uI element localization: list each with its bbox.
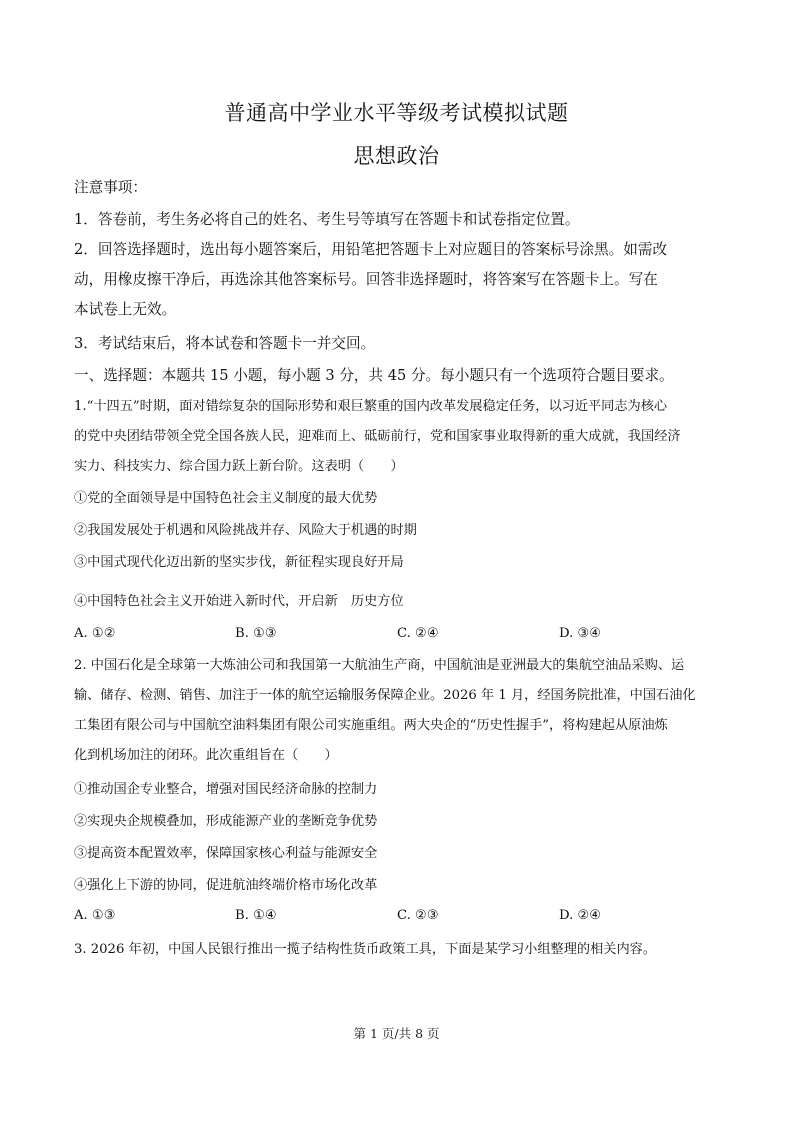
q1-stem-line: 的党中央团结带领全党全国各族人民，迎难而上、砥砺前行，党和国家事业取得新的重大成就，我国经济: [74, 429, 681, 444]
q2-item: ③提高资本配置效率，保障国家核心利益与能源安全: [74, 846, 378, 861]
q1-item: ②我国发展处于机遇和风险挑战并存、风险大于机遇的时期: [74, 523, 417, 538]
q1-item: ③中国式现代化迈出新的坚实步伐，新征程实现良好开局: [74, 555, 404, 570]
q1-stem-line: 实力、科技实力、综合国力跃上新台阶。这表明（ ）: [74, 459, 404, 474]
q1-item: ④中国特色社会主义开始进入新时代，开启新 历史方位: [74, 594, 404, 609]
q2-stem-line: 2. 中国石化是全球第一大炼油公司和我国第一大航油生产商，中国航油是亚洲最大的集航空油品采购、运: [74, 658, 685, 673]
notice-line: 2．回答选择题时，选出每小题答案后，用铅笔把答题卡上对应题目的答案标号涂黑。如需改: [74, 241, 668, 258]
subject-title: 思想政治: [353, 144, 440, 168]
q2-item: ④强化上下游的协同，促进航油终端价格市场化改革: [74, 878, 378, 893]
notice-line: 1．答卷前，考生务必将自己的姓名、考生号等填写在答题卡和试卷指定位置。: [74, 211, 580, 228]
page-number: 第 1 页/共 8 页: [353, 1026, 440, 1041]
q2-option-d: D. ②④: [559, 908, 602, 923]
q2-stem-line: 化到机场加注的闭环。此次重组旨在（ ）: [74, 748, 338, 763]
q2-option-b: B. ①④: [235, 908, 277, 923]
notice-line: 动，用橡皮擦干净后，再选涂其他答案标号。回答非选择题时，将答案写在答题卡上。写在: [74, 271, 658, 288]
q2-item: ②实现央企规模叠加，形成能源产业的垄断竞争优势: [74, 814, 378, 829]
notice-heading: 注意事项：: [74, 179, 147, 196]
q2-stem-line: 输、储存、检测、销售、加注于一体的航空运输服务保障企业。2026 年 1 月，经国务院批准，中国石油化: [74, 688, 696, 703]
notice-line: 本试卷上无效。: [74, 301, 177, 318]
q1-option-a: A. ①②: [74, 626, 116, 641]
q2-stem-line: 工集团有限公司与中国航空油料集团有限公司实施重组。两大央企的“历史性握手”，将构建起从原油炼: [74, 718, 668, 733]
q1-stem-line: 1.“十四五”时期，面对错综复杂的国际形势和艰巨繁重的国内改革发展稳定任务，以习近平同志为核心: [74, 399, 668, 414]
q1-option-d: D. ③④: [559, 626, 602, 641]
q2-option-c: C. ②③: [397, 908, 439, 923]
exam-title: 普通高中学业水平等级考试模拟试题: [224, 101, 569, 125]
q2-option-a: A. ①③: [74, 908, 116, 923]
section-heading: 一、选择题：本题共 15 小题，每小题 3 分，共 45 分。每小题只有一个选项符合题目要求。: [74, 367, 674, 384]
q3-stem-line: 3. 2026 年初，中国人民银行推出一揽子结构性货币政策工具，下面是某学习小组整理的相关内容。: [74, 942, 657, 957]
q1-option-b: B. ①③: [235, 626, 277, 641]
notice-line: 3．考试结束后，将本试卷和答题卡一并交回。: [74, 335, 376, 352]
q2-item: ①推动国企专业整合，增强对国民经济命脉的控制力: [74, 782, 378, 797]
q1-option-c: C. ②④: [397, 626, 439, 641]
q1-item: ①党的全面领导是中国特色社会主义制度的最大优势: [74, 491, 378, 506]
